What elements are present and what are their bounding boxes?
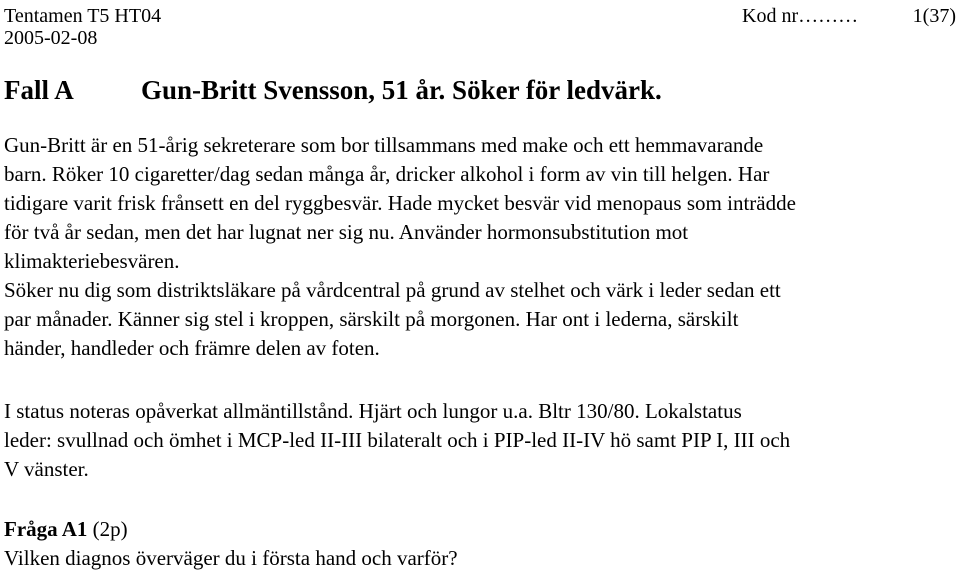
patient-history <box>4 131 959 363</box>
history-line: klimakteriebesvären. <box>4 249 180 273</box>
history-line: par månader. Känner sig stel i kroppen, särskilt på morgonen. Har ont i lederna, särskilt <box>4 307 739 331</box>
case-title: Gun-Britt Svensson, 51 år. Söker för ledvärk. <box>141 75 662 105</box>
exam-title: Tentamen T5 HT04 <box>4 5 162 27</box>
question-block <box>4 515 959 573</box>
history-line: för två år sedan, men det har lugnat ner sig nu. Använder hormonsubstitution mot <box>4 220 689 244</box>
code-number-field: Kod nr……… <box>742 5 859 27</box>
history-line: händer, handleder och främre delen av foten. <box>4 336 380 360</box>
question-label: Fråga A1 <box>4 517 88 541</box>
exam-date: 2005-02-08 <box>4 27 98 49</box>
history-line: Söker nu dig som distriktsläkare på vårdcentral på grund av stelhet och värk i leder sedan ett <box>4 278 781 302</box>
case-label: Fall A <box>4 75 74 105</box>
history-line: tidigare varit frisk frånsett en del ryggbesvär. Hade mycket besvär vid menopaus som inträdde <box>4 191 796 215</box>
status-line: I status noteras opåverkat allmäntillstånd. Hjärt och lungor u.a. Bltr 130/80. Lokalstatus <box>4 399 742 423</box>
case-heading <box>4 74 662 106</box>
page-number: 1(37) <box>912 5 956 27</box>
question-text: Vilken diagnos överväger du i första hand och varför? <box>4 546 458 570</box>
clinical-status <box>4 397 959 484</box>
history-line: Gun-Britt är en 51-årig sekreterare som bor tillsammans med make och ett hemmavarande <box>4 133 764 157</box>
status-line: leder: svullnad och ömhet i MCP-led II-III bilateralt och i PIP-led II-IV hö samt PIP I, III och <box>4 428 791 452</box>
status-line: V vänster. <box>4 457 89 481</box>
question-points: (2p) <box>92 517 128 541</box>
history-line: barn. Röker 10 cigaretter/dag sedan många år, dricker alkohol i form av vin till helgen. Har <box>4 162 770 186</box>
question-heading <box>4 515 959 544</box>
